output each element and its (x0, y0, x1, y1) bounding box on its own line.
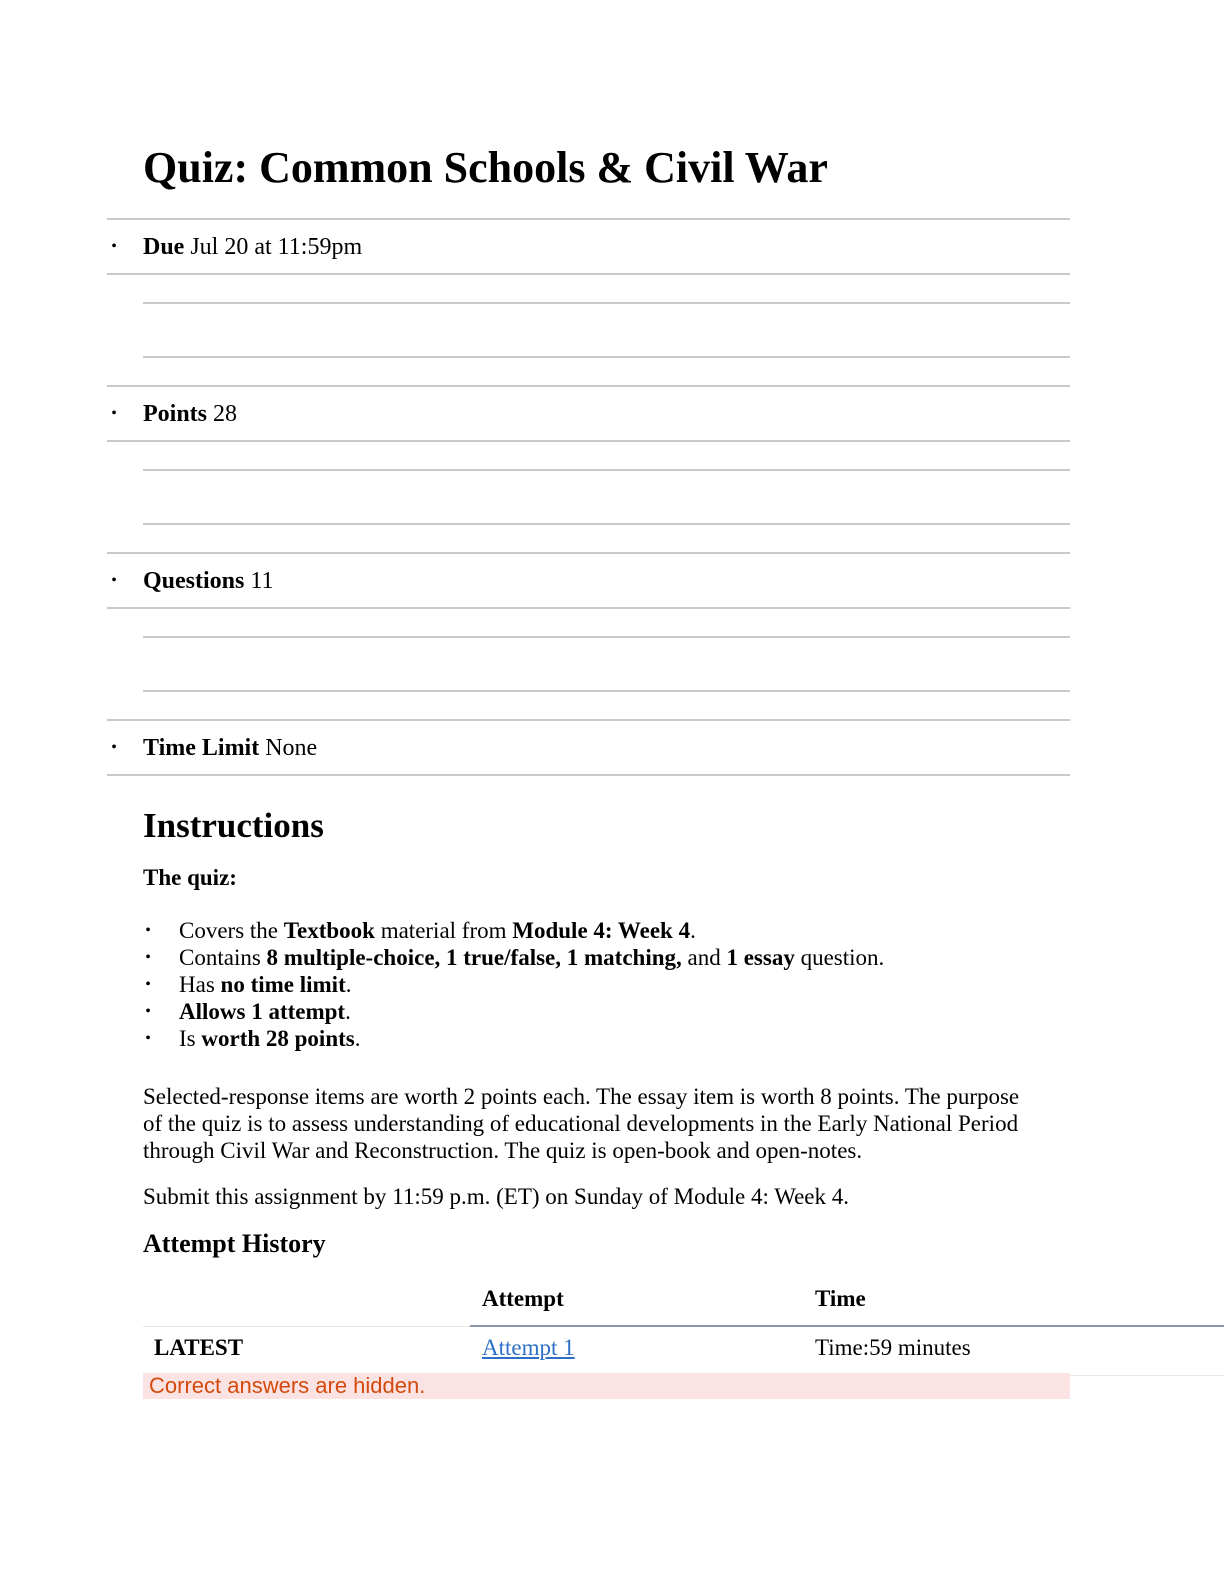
bullet-icon: • (111, 405, 117, 422)
instruction-run: Is (179, 1026, 202, 1051)
instruction-run: Contains (179, 945, 267, 970)
attempt-time: Time:59 minutes (815, 1335, 971, 1360)
instruction-item (143, 917, 1070, 944)
quiz-title: Quiz: Common Schools & Civil War (143, 143, 828, 192)
divider (107, 552, 1070, 554)
divider (107, 218, 1070, 220)
instruction-run: . (354, 1026, 361, 1051)
bullet-icon: • (111, 739, 117, 756)
instruction-text (179, 944, 884, 971)
submission-note: Submit this assignment by 11:59 p.m. (ET) on Sunday of Module 4: Week 4. (143, 1184, 849, 1209)
instruction-emphasis: Textbook (283, 918, 375, 943)
meta-time-limit (107, 728, 1070, 768)
instruction-text (179, 971, 351, 998)
instruction-text (179, 998, 351, 1025)
meta-label: Time Limit (143, 735, 260, 761)
column-header-attempt: Attempt (482, 1286, 564, 1311)
instruction-emphasis: Allows 1 attempt (179, 999, 346, 1024)
instructions-paragraph (143, 1083, 1070, 1164)
bullet-icon: • (145, 922, 151, 939)
meta-questions (107, 561, 1070, 601)
instruction-item (143, 998, 1070, 1025)
meta-label: Questions (143, 568, 245, 594)
meta-value: 11 (250, 568, 274, 594)
meta-due (107, 227, 1070, 267)
divider (143, 469, 1070, 471)
bullet-icon: • (111, 238, 117, 255)
paragraph-line: through Civil War and Reconstruction. The quiz is open-book and open-notes. (143, 1138, 863, 1163)
divider (107, 607, 1070, 609)
divider (107, 440, 1070, 442)
instruction-run: Has (179, 972, 221, 997)
instruction-run: . (345, 999, 351, 1024)
table-divider (143, 1326, 470, 1327)
bullet-icon: • (145, 976, 151, 993)
instructions-list (143, 917, 1070, 1052)
instruction-emphasis: Module 4: Week 4 (512, 918, 691, 943)
instruction-emphasis: 1 essay (726, 945, 795, 970)
attempt-history-heading: Attempt History (143, 1229, 326, 1258)
meta-value: 28 (213, 401, 238, 427)
bullet-icon: • (111, 572, 117, 589)
table-divider (470, 1325, 1224, 1327)
divider (143, 302, 1070, 304)
instruction-emphasis: worth 28 points (201, 1026, 355, 1051)
meta-label: Points (143, 401, 208, 427)
divider (107, 774, 1070, 776)
attempt-link[interactable]: Attempt 1 (482, 1335, 575, 1360)
divider (143, 356, 1070, 358)
paragraph-line: of the quiz is to assess understanding of educational developments in the Early National Period (143, 1111, 1019, 1136)
latest-label: LATEST (154, 1335, 244, 1360)
divider (107, 385, 1070, 387)
table-divider (1070, 1375, 1224, 1376)
meta-value: None (265, 735, 318, 761)
bullet-icon: • (145, 949, 151, 966)
paragraph-line: Selected-response items are worth 2 points each. The essay item is worth 8 points. The purpose (143, 1084, 1020, 1109)
instruction-emphasis: 8 multiple-choice, 1 true/false, 1 matching, (266, 945, 682, 970)
correct-answers-notice (143, 1373, 1070, 1399)
bullet-icon: • (145, 1030, 151, 1047)
notice-text: Correct answers are hidden. (149, 1373, 426, 1398)
meta-points (107, 394, 1070, 434)
instruction-run: Covers the (179, 918, 284, 943)
instruction-run: . (345, 972, 352, 997)
instruction-run: material from (374, 918, 513, 943)
instruction-run: and (681, 945, 727, 970)
instruction-item (143, 1025, 1070, 1052)
divider (107, 273, 1070, 275)
instruction-text (179, 917, 696, 944)
instruction-run: . (690, 918, 696, 943)
instruction-emphasis: no time limit (220, 972, 346, 997)
divider (143, 523, 1070, 525)
meta-value: Jul 20 at 11:59pm (190, 234, 363, 260)
divider (143, 690, 1070, 692)
instructions-intro: The quiz: (143, 865, 237, 890)
divider (107, 719, 1070, 721)
instruction-item (143, 944, 1070, 971)
instruction-item (143, 971, 1070, 998)
divider (143, 636, 1070, 638)
meta-label: Due (143, 234, 185, 260)
instruction-run: question. (794, 945, 885, 970)
bullet-icon: • (145, 1003, 151, 1020)
instructions-heading: Instructions (143, 806, 324, 845)
column-header-time: Time (815, 1286, 866, 1311)
instruction-text (179, 1025, 360, 1052)
